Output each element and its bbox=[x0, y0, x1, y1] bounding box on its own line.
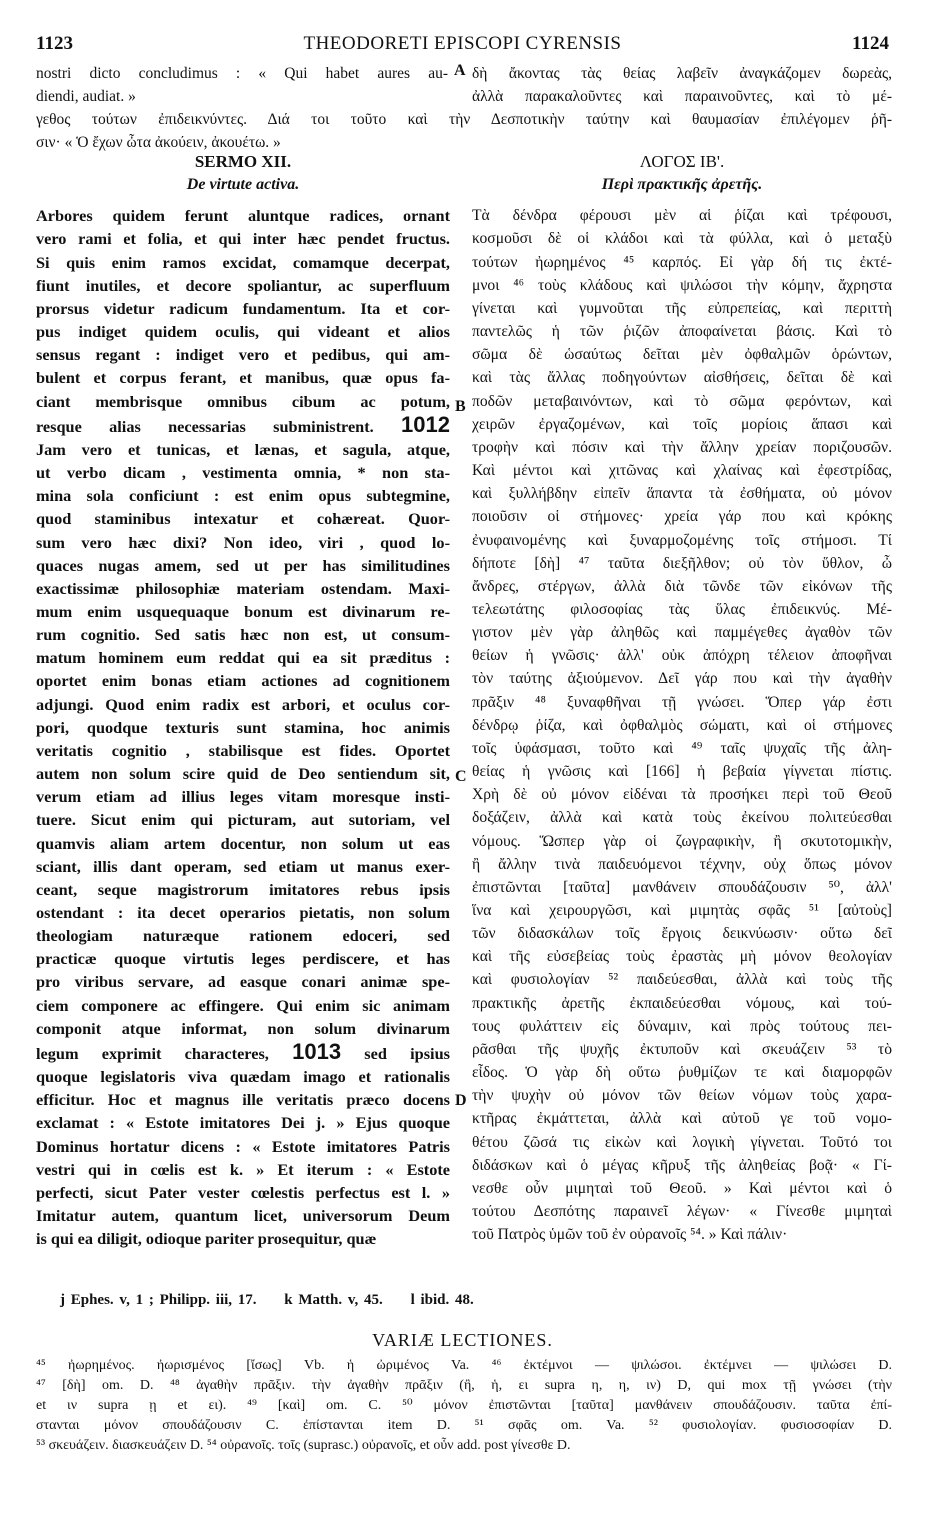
latin-line: veritatis cognitio , stabilisque est fides. Oportet bbox=[36, 740, 450, 760]
greek-line: παντελῶς ἡ τῶν ῥιζῶν ἀποφαίνεται βάσις. Καὶ τὸ bbox=[472, 323, 892, 341]
greek-line: πρακτικῆς ἀρετῆς ἐκπαιδεύεσθαι νόμους, καὶ τού- bbox=[472, 994, 892, 1012]
greek-line: δένδρῳ ῥίζα, καὶ ὀφθαλμὸς σώματι, καὶ οἱ στήμονες bbox=[472, 716, 892, 734]
latin-line: bulent et corpus ferant, et manibus, quæ opus fa- bbox=[36, 368, 450, 388]
greek-line: ἢ ἄλλην τινὰ παιδευόμενοι τέχνην, οὐχ ὅπως μόνον bbox=[472, 855, 892, 873]
intro-latin-line: nostri dicto concludimus : « Qui habet aures au- bbox=[36, 65, 448, 82]
footnote-j: j Ephes. v, 1 ; Philipp. iii, 17. bbox=[60, 1292, 257, 1308]
latin-line: adjungi. Quod enim radix est arbori, et oculus cor- bbox=[36, 694, 450, 714]
latin-line: perfecti, sicut Pater vester cœlestis perfectus est l. » bbox=[36, 1182, 450, 1202]
greek-line: χειρῶν ἐργαζομένων, καὶ τοῖς μορίοις ἅπασι καὶ bbox=[472, 415, 892, 433]
footnotes bbox=[60, 1292, 496, 1309]
greek-line: τους φυλάττειν εἰς δύναμιν, καὶ πρὸς τούτους πει- bbox=[472, 1017, 892, 1035]
variae-lectiones-title: VARIÆ LECTIONES. bbox=[372, 1330, 553, 1350]
greek-line: ἐνυφαινομένης καὶ ξυναρμοζομένης τοῖς στήμοσι. Τί bbox=[472, 531, 892, 549]
latin-line-text: resque alias necessarias subministrent. bbox=[36, 416, 374, 436]
latin-line: quod staminibus intexatur et cohæreat. Quor- bbox=[36, 509, 450, 529]
latin-line: matum hominem eum reddat qui ea sit præditus : bbox=[36, 648, 450, 668]
greek-sermon-title: ΛΟΓΟΣ ΙΒ'. bbox=[639, 152, 725, 171]
greek-line: ἄνδρες, στέργων, ἀλλὰ διὰ τῶνδε τῶν εἰκόνων τῆς bbox=[472, 577, 892, 595]
running-head bbox=[36, 33, 889, 59]
latin-line: mum enim usquequaque bonum est divinarum re- bbox=[36, 601, 450, 621]
latin-line: mina sola conficiunt : est enim opus subtegmine, bbox=[36, 486, 450, 506]
greek-line: μνοι ⁴⁶ τοὺς κλάδους καὶ ψιλώσοι τὴν κόμην, ἄχρηστα bbox=[472, 276, 892, 294]
latin-line: Dominus hortatur dicens : « Estote imitatores Patris bbox=[36, 1136, 450, 1156]
greek-line: θείας ἡ γνῶσις καὶ [166] ἡ βεβαία γίγνεται πίστις. bbox=[472, 763, 892, 781]
latin-line: pus indiget quidem oculis, qui videant et alios bbox=[36, 322, 450, 342]
variae-line: ⁴⁵ ἠωρημένος. ἠωρισμένος [ἴσως] Vb. ἡ ὠριμένος Va. ⁴⁶ ἐκτέμνοι — ψιλώσοι. ἐκτέμνει — ψιλώσει D. bbox=[36, 1358, 892, 1373]
greek-line: καὶ φυσιολογίαν ⁵² παιδεύεσθαι, ἀλλὰ καὶ τοὺς τῆς bbox=[472, 971, 892, 989]
greek-line: τελεωτάτης φιλοσοφίας τὰς ὕλας ἐπιδεικνύς. Μέ- bbox=[472, 600, 892, 618]
greek-line: Τὰ δένδρα φέρουσι μὲν αἱ ῥίζαι καὶ τρέφουσι, bbox=[472, 207, 892, 225]
greek-line: σῶμα δὲ ὡσαύτως δεῖται μὲν ὀφθαλμῶν ὁρώντων, bbox=[472, 346, 892, 364]
greek-line: εἶδος. Ὁ γὰρ δὴ οὕτω ῥυθμίζων τε καὶ διαμορφῶν bbox=[472, 1064, 892, 1082]
latin-line: quaces nugas amem, sed ut per has similitudines bbox=[36, 555, 450, 575]
greek-sermon-subtitle: Περὶ πρακτικῆς ἀρετῆς. bbox=[601, 176, 763, 194]
latin-line: quoque legislatoris viva quædam imago et rationalis bbox=[36, 1067, 450, 1087]
greek-line: νόμους. Ὥσπερ γὰρ οἱ ζωγραφικὴν, ἢ σκυτοτομικὴν, bbox=[472, 832, 892, 850]
latin-line-text: legum exprimit characteres, bbox=[36, 1043, 269, 1063]
latin-line bbox=[36, 1040, 450, 1065]
greek-line: δοξάζειν, ἀλλὰ καὶ κατὰ τοὺς ἐκείνου πολιτεύεσθαι bbox=[472, 809, 892, 827]
greek-line: Καὶ μέντοι καὶ χιτῶνας καὶ χλαίνας καὶ ἐφεστρίδας, bbox=[472, 462, 892, 480]
footnote-k: k Matth. v, 45. bbox=[284, 1292, 383, 1308]
margin-letter-b: B bbox=[455, 398, 466, 415]
latin-line: componit atque informat, non solum divinarum bbox=[36, 1018, 450, 1038]
latin-line: Si quis enim ramos excidat, comamque decerpat, bbox=[36, 252, 450, 272]
intro-full-width bbox=[36, 108, 892, 154]
greek-line: καὶ τὰς ἄλλας ποδηγούντων αἰσθήσεις, δεῖται δὲ καὶ bbox=[472, 369, 892, 387]
greek-line: τοῖς ὑφάσμασι, τοῦτο καὶ ⁴⁹ ταῖς ψυχαῖς τῆς ἀλη- bbox=[472, 739, 892, 757]
greek-line: ρᾶσθαι τῆς ψυχῆς ἐκτυποῦν καὶ σκευάζειν ⁵³ τὸ bbox=[472, 1040, 892, 1058]
latin-line: ciem componere ac effingere. Qui enim sic animam bbox=[36, 995, 450, 1015]
greek-column bbox=[472, 150, 892, 1246]
latin-line: practicæ quoque virtutis leges perdiscere, et has bbox=[36, 949, 450, 969]
intro-greek bbox=[472, 62, 892, 108]
margin-letter-c: C bbox=[455, 768, 467, 785]
variae-line: ⁵³ σκευάζειν. διασκευάζειν D. ⁵⁴ οὐρανοῖς. τοῖς (suprasc.) οὐρανοῖς, et οὖν add. post γίνεσθε D. bbox=[36, 1438, 571, 1453]
latin-line: sum vero hæc dixi? Non ideo, viri , quod lo- bbox=[36, 532, 450, 552]
margin-letter-a: A bbox=[454, 62, 466, 79]
footnote-l: l ibid. 48. bbox=[410, 1292, 474, 1308]
greek-line: γίνεται καὶ γυμνοῦται τῆς εὐπρεπείας, καὶ περιττὴ bbox=[472, 299, 892, 317]
greek-line: κτῆρας ἐκμάττεται, ἀλλὰ καὶ αὐτοῦ γε τοῦ νομο- bbox=[472, 1110, 892, 1128]
greek-line: τοῦ Πατρὸς ὑμῶν τοῦ ἐν οὐρανοῖς ⁵⁴. » Καὶ πάλιν· bbox=[472, 1226, 788, 1244]
latin-line: ut verbo dicam , vestimenta omnia, * non sta- bbox=[36, 463, 450, 483]
greek-line: Χρὴ δὲ οὐ μόνον εἰδέναι τὰ προσήκει περὶ τοῦ Θεοῦ bbox=[472, 786, 892, 804]
latin-line: sciant, illis dant operam, sed etiam ut manus exer- bbox=[36, 856, 450, 876]
latin-line: rum cognitio. Sed satis hæc non est, ut consum- bbox=[36, 625, 450, 645]
latin-line-text: sed ipsius bbox=[364, 1043, 450, 1063]
variae-line: et ιν supra ῃ et ει). ⁴⁹ [καὶ] om. C. ⁵⁰ μόνον ἐπιστῶνται [ταῦτα] μανθάνειν σπουδάζουσιν. ταῦτα ἐπί- bbox=[36, 1398, 892, 1413]
page-number-left: 1123 bbox=[36, 33, 73, 54]
latin-line: is qui ea diligit, odioque pariter prosequitur, quæ bbox=[36, 1229, 377, 1249]
latin-line: ciant membrisque omnibus cibum ac potum, bbox=[36, 391, 450, 411]
greek-line: τῶν διδασκάλων τοῖς ἔργοις δεικνύωσιν· οὕτω δεῖ bbox=[472, 925, 892, 943]
greek-line: κοσμοῦσι δὲ οἱ κλάδοι καὶ τὰ φύλλα, καὶ ὁ μεταξὺ bbox=[472, 230, 892, 248]
intro-full-line: γεθος τούτων ἐπιδεικνύντες. Διά τοι τοῦτο καὶ τὴν Δεσποτικὴν ταύτην καὶ θαυμασίαν ἐπιλέγομεν ῥῆ- bbox=[36, 111, 892, 128]
latin-line: Arbores quidem ferunt aluntque radices, ornant bbox=[36, 206, 450, 226]
latin-sermon-subtitle: De virtute activa. bbox=[186, 176, 300, 194]
latin-line: vero rami et folia, et qui inter hæc pendet fructus. bbox=[36, 229, 450, 249]
greek-line: ἵνα καὶ χειρουργῶσι, καὶ μιμητὰς σφᾶς ⁵¹ [αὐτοὺς] bbox=[472, 902, 892, 919]
latin-line: exclamat : « Estote imitatores Dei j. » Ejus quoque bbox=[36, 1113, 450, 1133]
latin-line: pro viribus servare, ad easque conari animæ spe- bbox=[36, 972, 450, 992]
intro-greek-line: ἀλλὰ παρακαλοῦντες καὶ παραινοῦντες, καὶ τὸ μέ- bbox=[472, 88, 892, 105]
latin-column bbox=[36, 150, 450, 1250]
latin-line: exactissimæ philosophiæ materiam ostendam. Maxi- bbox=[36, 578, 450, 598]
greek-line: τούτου Δεσπότης παραινεῖ λέγων· « Γίνεσθε μιμηταὶ bbox=[472, 1203, 892, 1221]
greek-line: γιστον μὲν γὰρ ἀληθῶς καὶ παμμέγεθες ἀγαθὸν τῶν bbox=[472, 624, 892, 642]
column-number: 1012 bbox=[401, 412, 450, 437]
variae-line: ⁴⁷ [δὴ] om. D. ⁴⁸ ἀγαθὴν πρᾶξιν. τὴν ἀγαθὴν πρᾶξιν (ἢ, ἡ, ει supra η, η, ιν) D, qui mox τῇ γνώσει (τὴν bbox=[36, 1378, 892, 1393]
variae-lectiones bbox=[36, 1356, 892, 1456]
greek-line: θέτου ζῶσά τις εἰκὼν καὶ λογικὴ γίγνεται. Τοῦτό τοι bbox=[472, 1133, 892, 1151]
latin-line: ceant, seque magistrorum imitatores rebus ipsis bbox=[36, 879, 450, 899]
intro-greek-line: δὴ ἄκοντας τὰς θείας λαβεῖν ἀναγκάζομεν δωρεὰς, bbox=[472, 65, 892, 82]
latin-line: Jam vero et tunicas, et lænas, et sagula, atque, bbox=[36, 439, 450, 459]
latin-line: sensus regant : indiget vero et pedibus, qui am- bbox=[36, 345, 450, 365]
greek-line: καὶ ξυλλήβδην εἰπεῖν ἅπαντα τὰ ἐσθήματα, οὐ μόνον bbox=[472, 485, 892, 503]
latin-line bbox=[36, 413, 450, 438]
variae-line: στανται μόνον σπουδάζουσιν C. ἐπίστανται item D. ⁵¹ σφᾶς om. Va. ⁵² φυσιολογίαν. φυσιοσοφίαν D. bbox=[36, 1418, 892, 1433]
greek-line: τὸν ταύτης ἀξιούμενον. Δεῖ γάρ που καὶ τὴν ἀγαθὴν bbox=[472, 670, 892, 688]
latin-line: autem non solum scire quid de Deo sentiendum sit, bbox=[36, 764, 450, 784]
latin-line: quamvis aliam artem docentur, non solum ut eas bbox=[36, 833, 450, 853]
greek-line: νεσθε οὖν μιμηταὶ τοῦ Θεοῦ. » Καὶ μέντοι καὶ ὁ bbox=[472, 1179, 892, 1197]
latin-sermon-title: SERMO XII. bbox=[194, 152, 292, 171]
greek-line: ἐπιστῶνται [ταῦτα] μανθάνειν σπουδάζουσιν ⁵⁰, ἀλλ' bbox=[472, 878, 892, 896]
greek-line: διδάσκων καὶ ὁ μέγας κῆρυξ τῆς ἀληθείας βοᾷ· « Γί- bbox=[472, 1156, 892, 1174]
intro-full-line: σιν· « Ὁ ἔχων ὦτα ἀκούειν, ἀκουέτω. » bbox=[36, 134, 281, 151]
column-number: 1013 bbox=[292, 1039, 342, 1064]
running-title: THEODORETI EPISCOPI CYRENSIS bbox=[303, 33, 622, 54]
greek-line: καὶ τῆς εὐσεβείας τοὺς ἐραστὰς μὴ μόνον θεολογίαν bbox=[472, 948, 892, 966]
latin-line: ostendant : ita decet operarios pietatis, non solum bbox=[36, 903, 450, 922]
intro-latin-line: diendi, audiat. » bbox=[36, 88, 136, 105]
latin-line: theologiam naturæque rationem edoceri, sed bbox=[36, 926, 450, 946]
intro-latin bbox=[36, 62, 448, 108]
greek-line: δήποτε [δὴ] ⁴⁷ ταῦτα διεξῆλθον; οὐ τὸν ὕθλον, ὦ bbox=[472, 554, 892, 572]
latin-line: oportet enim bonas etiam actiones ad cognitionem bbox=[36, 671, 450, 691]
greek-line: τὴν ψυχὴν οὐ μόνον τῶν θείων νόμων τοὺς χαρα- bbox=[472, 1087, 892, 1105]
greek-line: τούτων ἠωρημένος ⁴⁵ καρπός. Εἰ γὰρ δή τις ἐκτέ- bbox=[472, 253, 892, 271]
latin-line: verum etiam ad illius leges vitam moresque insti- bbox=[36, 787, 450, 807]
greek-line: πρᾶξιν ⁴⁸ ξυναφθῆναι τῇ γνώσει. Ὅπερ γάρ ἐστι bbox=[472, 693, 892, 711]
latin-line: fiunt inutiles, et decore spoliantur, ac superfluum bbox=[36, 275, 450, 295]
latin-line: efficitur. Hoc et magnus ille veritatis præco docens bbox=[36, 1090, 450, 1110]
margin-letter-d: D bbox=[455, 1092, 467, 1109]
latin-line: prorsus videtur radicum fundamentum. Ita et cor- bbox=[36, 298, 450, 318]
latin-line: Imitatur autem, quantum licet, universorum Deum bbox=[36, 1206, 450, 1226]
latin-line: vestri qui in cœlis est k. » Et iterum : « Estote bbox=[36, 1159, 450, 1179]
latin-line: pori, quodque texturis sunt stamina, hoc animis bbox=[36, 717, 450, 737]
greek-line: τροφὴν καὶ πόσιν καὶ τὴν ἄλλην χρείαν ποριζουσῶν. bbox=[472, 438, 892, 456]
page-number-right: 1124 bbox=[852, 33, 889, 54]
greek-line: ποιοῦσιν οἱ στήμονες· χρεία γάρ που καὶ κρόκης bbox=[472, 508, 892, 526]
greek-line: θείων ἡ γνῶσις· ἀλλ' οὐκ ἀπόχρη τέλειον ἀποφῆναι bbox=[472, 647, 892, 665]
greek-line: ποδῶν μεταβαινόντων, καὶ τὸ σῶμα φερόντων, καὶ bbox=[472, 392, 892, 410]
latin-line: tuere. Sicut enim qui picturam, aut sutoriam, vel bbox=[36, 810, 450, 830]
